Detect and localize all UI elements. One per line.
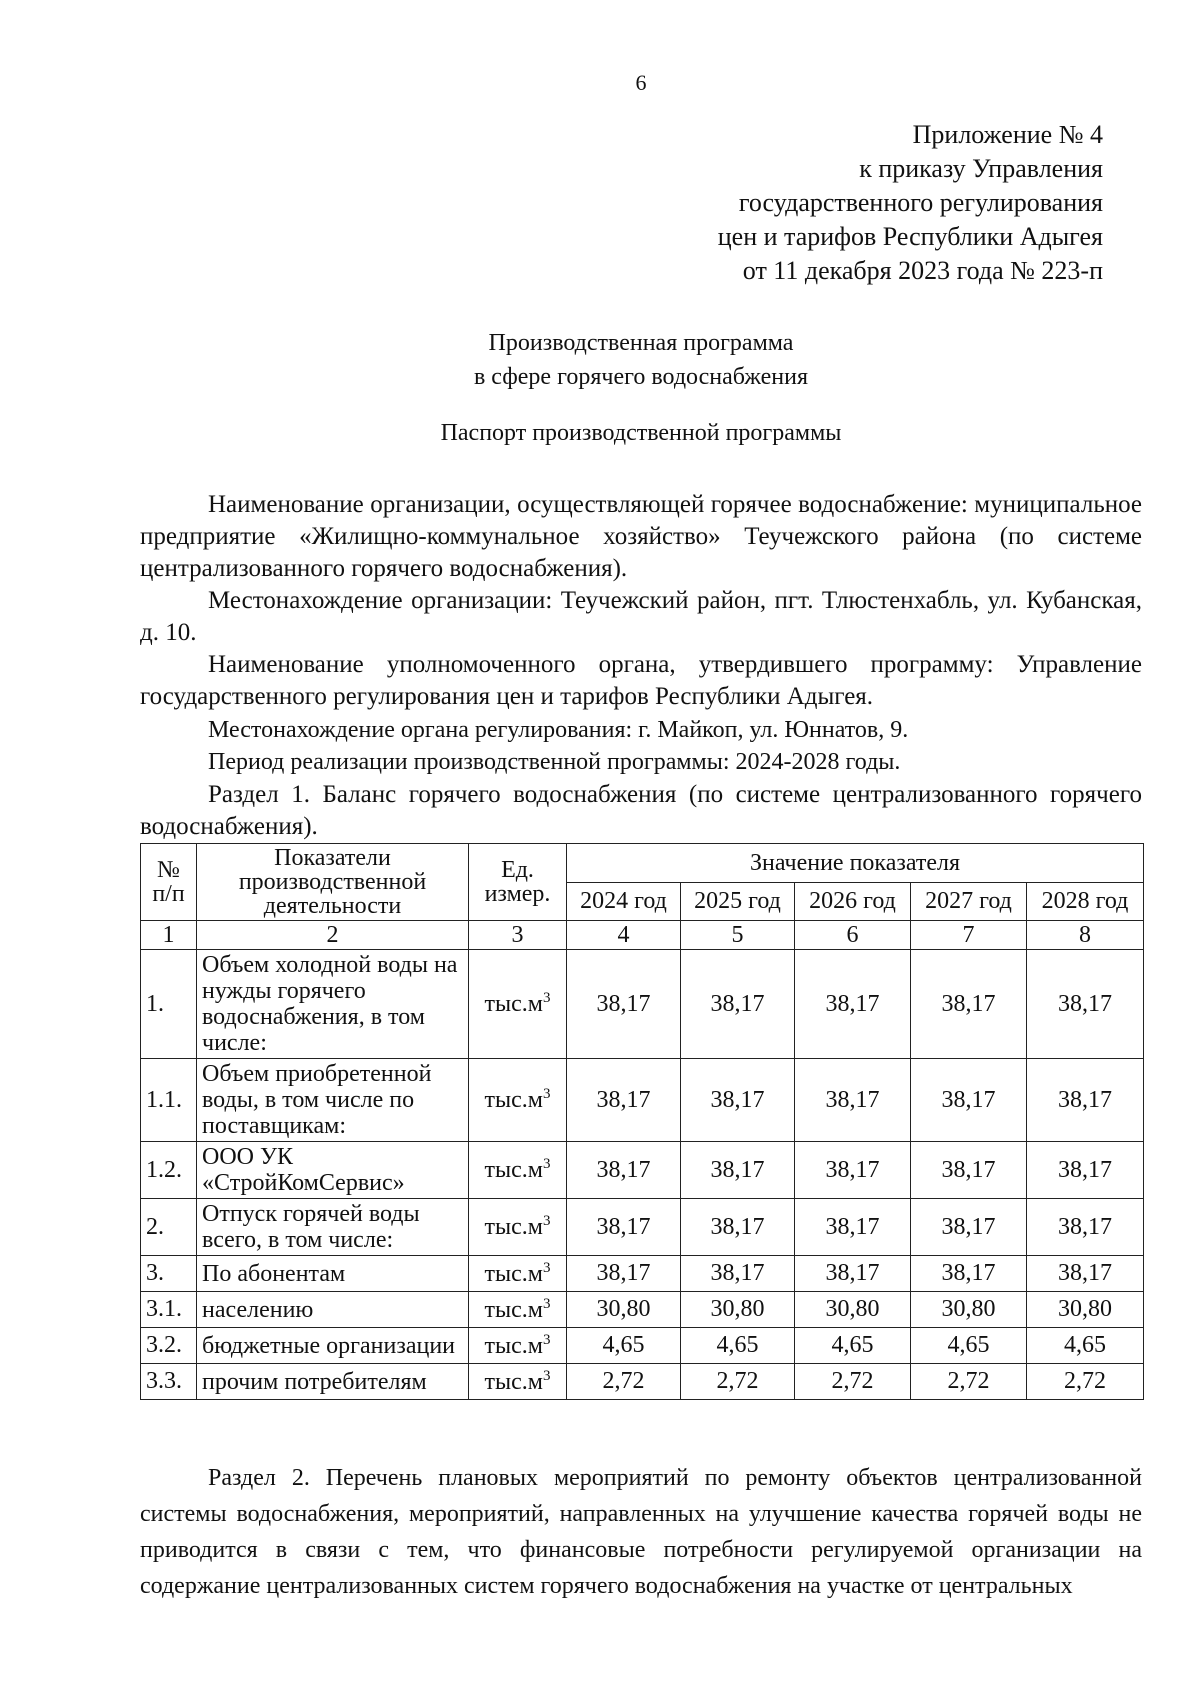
row-value: 38,17 [567,950,681,1059]
row-value: 38,17 [681,1059,795,1142]
paragraph-text: Местонахождение органа регулирования: г. Майкоп, ул. Юннатов, 9. [208,717,909,743]
header-year: 2027 год [911,882,1027,921]
appendix-reference [718,118,1103,288]
row-value: 2,72 [681,1364,795,1400]
row-number: 3. [141,1256,197,1292]
appendix-line: цен и тарифов Республики Адыгея [717,222,1103,251]
row-value: 30,80 [567,1292,681,1328]
row-unit [469,950,567,1059]
paragraph-text: Местонахождение организации: Теучежский район, пгт. Тлюстенхабль, ул. Кубанская, д. 10. [140,587,1142,646]
unit-exponent: 3 [542,1156,551,1172]
row-unit [469,1142,567,1199]
row-indicator: Объем приобретенной воды, в том числе по поставщикам: [197,1059,469,1142]
row-value: 4,65 [681,1328,795,1364]
table-row [141,1364,1144,1400]
unit-exponent: 3 [542,1367,551,1384]
unit-base: тыс.м [484,1087,543,1113]
column-number: 2 [197,921,469,950]
unit-exponent: 3 [542,1331,551,1348]
column-number: 5 [681,921,795,950]
row-value: 38,17 [795,1059,911,1142]
row-indicator: бюджетные организации [197,1328,469,1364]
column-number: 4 [567,921,681,950]
row-value: 38,17 [911,1199,1027,1256]
row-number: 3.2. [141,1328,197,1364]
row-value: 38,17 [795,1256,911,1292]
unit-exponent: 3 [542,990,551,1006]
column-number: 6 [795,921,911,950]
row-unit [469,1059,567,1142]
unit-base: тыс.м [484,1157,543,1183]
row-value: 38,17 [1027,1059,1144,1142]
row-value: 2,72 [911,1364,1027,1400]
header-year: 2024 год [567,882,681,921]
row-unit [469,1292,567,1328]
row-value: 38,17 [681,1199,795,1256]
row-value: 38,17 [911,1256,1027,1292]
unit-base: тыс.м [484,1296,543,1323]
column-number: 3 [469,921,567,950]
document-title [0,326,1200,394]
column-number: 1 [141,921,197,950]
row-indicator: По абонентам [197,1256,469,1292]
passport-heading: Паспорт производственной программы [440,420,842,446]
row-number: 1. [141,950,197,1059]
row-value: 30,80 [795,1292,911,1328]
unit-base: тыс.м [484,1368,543,1395]
section-1-heading [140,779,1142,843]
row-unit [469,1199,567,1256]
row-unit [469,1256,567,1292]
header-year: 2028 год [1027,882,1144,921]
unit-base: тыс.м [484,1214,543,1240]
row-value: 38,17 [567,1142,681,1199]
table-row [141,1292,1144,1328]
header-num: № п/п [141,844,197,921]
appendix-line: к приказу Управления [859,154,1103,183]
header-value-group: Значение показателя [567,844,1144,883]
row-value: 38,17 [567,1199,681,1256]
row-value: 2,72 [1027,1364,1144,1400]
row-indicator: Объем холодной воды на нужды горячего водоснабжения, в том числе: [197,950,469,1059]
row-indicator: прочим потребителям [197,1364,469,1400]
row-value: 38,17 [681,1256,795,1292]
row-value: 38,17 [911,1059,1027,1142]
row-value: 38,17 [1027,1199,1144,1256]
row-indicator: населению [197,1292,469,1328]
unit-exponent: 3 [542,1259,551,1276]
unit-base: тыс.м [484,991,543,1017]
paragraph-authority-name [140,649,1142,713]
row-value: 38,17 [1027,1256,1144,1292]
row-value: 38,17 [567,1059,681,1142]
table-row [141,1256,1144,1292]
row-value: 38,17 [567,1256,681,1292]
unit-base: тыс.м [484,1332,543,1359]
row-indicator: ООО УК «СтройКомСервис» [197,1142,469,1199]
paragraph-text: Раздел 2. Перечень плановых мероприятий по ремонту объектов централизованной системы водоснабжения, мероприятий, направленных на улучшение качества горячей воды не приводится в связи с тем, что финансовые потребности регулируемой организации на содержание централизованных систем горячего водоснабжения на участке от центральных [140,1465,1142,1599]
row-value: 4,65 [567,1328,681,1364]
appendix-line: государственного регулирования [738,188,1103,217]
table-row [141,1059,1144,1142]
paragraph-org-name [140,489,1142,585]
header-unit: Ед. измер. [469,844,567,921]
section-2-paragraph [140,1460,1142,1604]
row-value: 30,80 [911,1292,1027,1328]
row-value: 2,72 [795,1364,911,1400]
row-value: 38,17 [1027,950,1144,1059]
row-value: 38,17 [795,1199,911,1256]
table-row [141,950,1144,1059]
table-row [141,1142,1144,1199]
row-value: 2,72 [567,1364,681,1400]
hot-water-balance-table [140,843,1144,1400]
row-value: 38,17 [795,1142,911,1199]
row-unit [469,1364,567,1400]
row-number: 1.2. [141,1142,197,1199]
header-indicator: Показатели производственной деятельности [197,844,469,921]
row-value: 38,17 [911,950,1027,1059]
paragraph-text: Наименование организации, осуществляющей горячее водоснабжение: муниципальное предприятие «Жилищно-коммунальное хозяйство» Теучежского района (по системе централизованного горячего водоснабжения). [140,491,1142,582]
paragraph-text: Раздел 1. Баланс горячего водоснабжения (по системе централизованного горячего водоснабжения). [140,781,1142,840]
row-number: 3.1. [141,1292,197,1328]
row-unit [469,1328,567,1364]
row-number: 1.1. [141,1059,197,1142]
table-row [141,1199,1144,1256]
appendix-line: от 11 декабря 2023 года № 223-п [742,256,1103,285]
title-line: Производственная программа [488,330,794,356]
row-value: 38,17 [681,950,795,1059]
unit-base: тыс.м [484,1260,543,1287]
unit-exponent: 3 [542,1086,551,1102]
row-number: 2. [141,1199,197,1256]
appendix-line: Приложение № 4 [912,120,1103,149]
row-indicator: Отпуск горячей воды всего, в том числе: [197,1199,469,1256]
column-number: 7 [911,921,1027,950]
row-value: 4,65 [795,1328,911,1364]
paragraph-org-location [140,585,1142,649]
paragraph-authority-location [140,714,1142,746]
row-number: 3.3. [141,1364,197,1400]
row-value: 30,80 [681,1292,795,1328]
header-year: 2025 год [681,882,795,921]
page-number: 6 [635,70,647,95]
row-value: 38,17 [681,1142,795,1199]
column-number: 8 [1027,921,1144,950]
table-row [141,1328,1144,1364]
unit-exponent: 3 [542,1213,551,1229]
row-value: 38,17 [911,1142,1027,1199]
title-line: в сфере горячего водоснабжения [473,364,809,390]
column-number-row [141,921,1144,950]
row-value: 30,80 [1027,1292,1144,1328]
paragraph-text: Наименование уполномоченного органа, утвердившего программу: Управление государственного регулирования цен и тарифов Республики Адыгея. [140,651,1142,710]
paragraph-text: Период реализации производственной программы: 2024-2028 годы. [208,749,901,775]
row-value: 4,65 [911,1328,1027,1364]
paragraph-period [140,746,1142,778]
row-value: 4,65 [1027,1328,1144,1364]
header-year: 2026 год [795,882,911,921]
row-value: 38,17 [1027,1142,1144,1199]
unit-exponent: 3 [542,1295,551,1312]
row-value: 38,17 [795,950,911,1059]
